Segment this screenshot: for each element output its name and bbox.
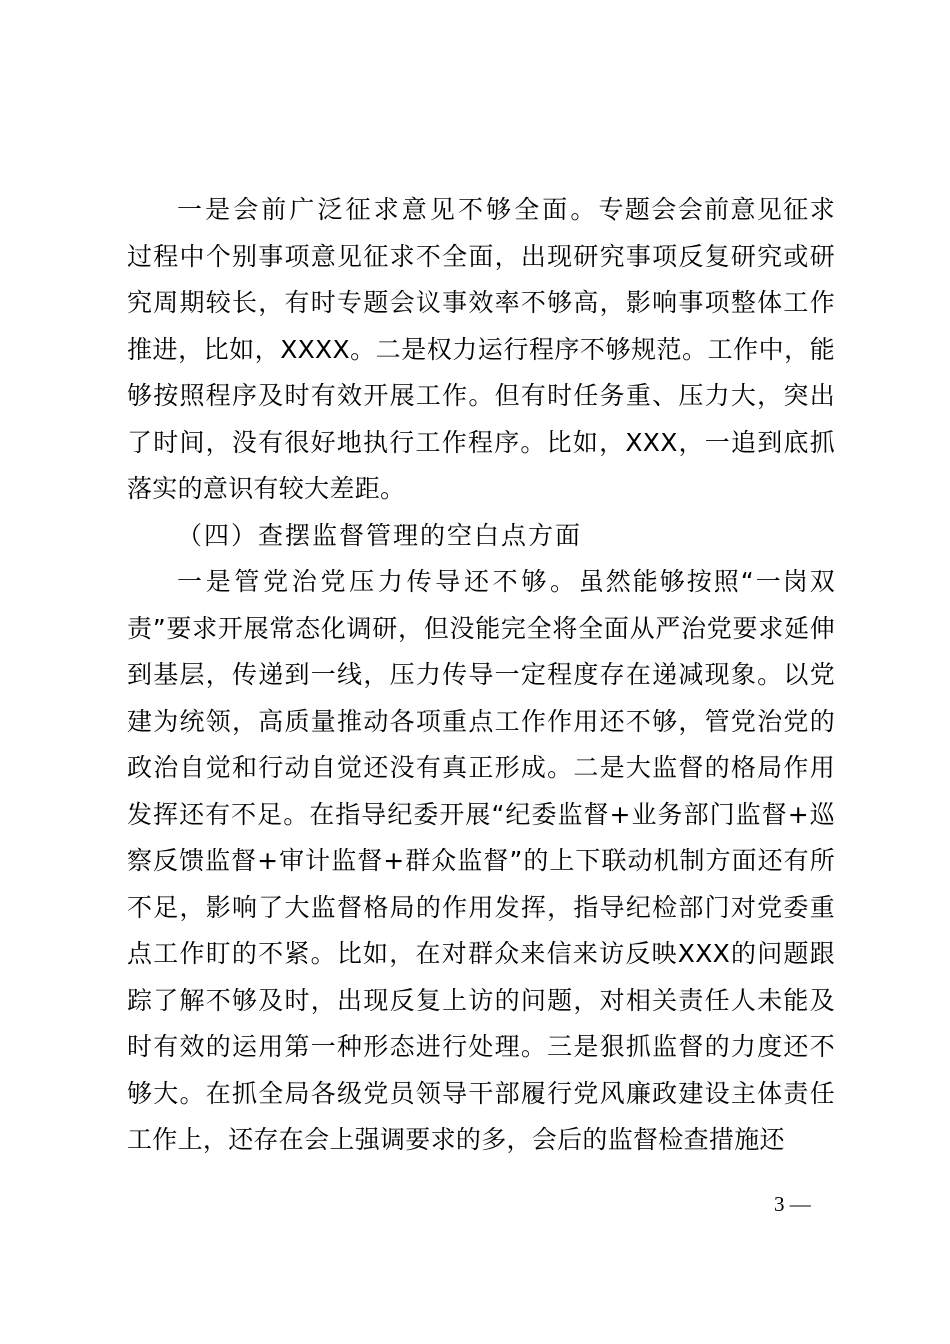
paragraph-lead-sentence: 一是会前广泛征求意见不够全面。 [177,195,599,224]
paragraph-body-text: 专题会会前意见征求过程中个别事项意见征求不全面，出现研究事项反复研究或研究周期较长，有时专题会议事效率不够高，影响事项整体工作推进，比如，XXXX。二是权力运行程序不够规范。工作中，能够按照程序及时有效开展工作。但有时任务重、压力大，突出了时间，没有很好地执行工作程序。比如，XXX，一追到底抓落实的意识有较大差距。 [127,195,836,503]
paragraph-body-text: 虽然能够按照“一岗双责”要求开展常态化调研，但没能完全将全面从严治党要求延伸到基层，传递到一线，压力传导一定程度存在递减现象。以党建为统领，高质量推动各项重点工作作用还不够，管党治党的政治自觉和行动自觉还没有真正形成。二是大监督的格局作用发挥还有不足。在指导纪委开展“纪委监督+业务部门监督+巡察反馈监督+审计监督+群众监督”的上下联动机制方面还有所不足，影响了大监督格局的作用发挥，指导纪检部门对党委重点工作盯的不紧。比如，在对群众来信来访反映XXX的问题跟踪了解不够及时，出现反复上访的问题，对相关责任人未能及时有效的运用第一种形态进行处理。三是狠抓监督的力度还不够大。在抓全局各级党员领导干部履行党风廉政建设主体责任工作上，还存在会上强调要求的多，会后的监督检查措施还 [127,567,835,1154]
document-body [127,187,835,1164]
section-heading: （四）查摆监督管理的空白点方面 [177,520,583,550]
page-number: 3 — [774,1192,811,1216]
paragraph-supervision [127,559,835,1164]
paragraph-meeting-procedures [127,187,835,513]
paragraph-lead-sentence: 一是管党治党压力传导还不够。 [177,567,579,596]
